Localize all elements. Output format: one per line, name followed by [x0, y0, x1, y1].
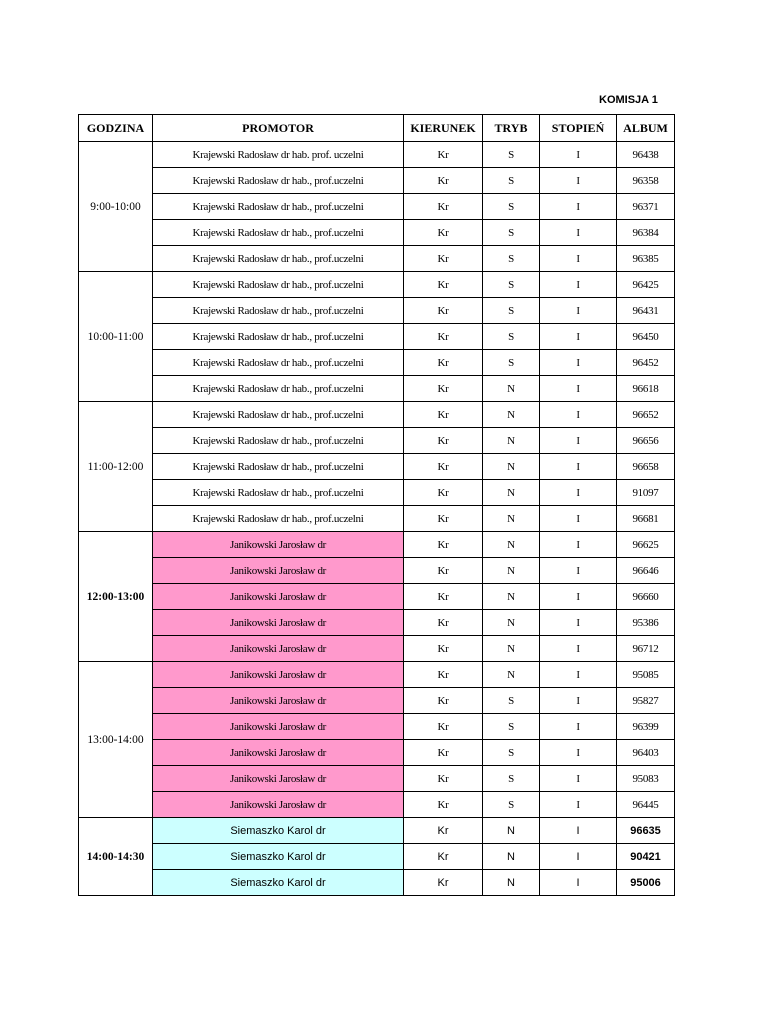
kierunek-cell: Kr [404, 376, 483, 402]
kierunek-cell: Kr [404, 194, 483, 220]
table-row [79, 272, 675, 298]
album-cell: 95085 [617, 662, 675, 688]
stopien-cell: I [540, 818, 617, 844]
promotor-cell: Siemaszko Karol dr [153, 870, 404, 896]
tryb-cell: S [483, 168, 540, 194]
tryb-cell: S [483, 766, 540, 792]
promotor-cell: Krajewski Radosław dr hab., prof.uczelni [153, 506, 404, 532]
album-cell: 96452 [617, 350, 675, 376]
committee-title: KOMISJA 1 [599, 94, 658, 106]
album-cell: 96660 [617, 584, 675, 610]
kierunek-cell: Kr [404, 766, 483, 792]
time-slot-cell: 14:00-14:30 [79, 818, 153, 896]
kierunek-cell: Kr [404, 844, 483, 870]
stopien-cell: I [540, 402, 617, 428]
promotor-cell: Krajewski Radosław dr hab., prof.uczelni [153, 402, 404, 428]
tryb-cell: N [483, 532, 540, 558]
table-row [79, 220, 675, 246]
tryb-cell: N [483, 636, 540, 662]
table-row [79, 454, 675, 480]
promotor-cell: Janikowski Jarosław dr [153, 532, 404, 558]
stopien-cell: I [540, 610, 617, 636]
stopien-cell: I [540, 298, 617, 324]
tryb-cell: S [483, 350, 540, 376]
album-cell: 95386 [617, 610, 675, 636]
stopien-cell: I [540, 844, 617, 870]
promotor-cell: Krajewski Radosław dr hab. prof. uczelni [153, 142, 404, 168]
album-cell: 96652 [617, 402, 675, 428]
tryb-cell: N [483, 402, 540, 428]
kierunek-cell: Kr [404, 272, 483, 298]
album-cell: 95827 [617, 688, 675, 714]
album-cell: 96635 [617, 818, 675, 844]
album-cell: 96625 [617, 532, 675, 558]
stopien-cell: I [540, 740, 617, 766]
stopien-cell: I [540, 428, 617, 454]
promotor-cell: Janikowski Jarosław dr [153, 610, 404, 636]
stopien-cell: I [540, 324, 617, 350]
kierunek-cell: Kr [404, 350, 483, 376]
table-header-row [79, 115, 675, 142]
promotor-cell: Janikowski Jarosław dr [153, 766, 404, 792]
table-row [79, 480, 675, 506]
tryb-cell: N [483, 584, 540, 610]
tryb-cell: S [483, 142, 540, 168]
stopien-cell: I [540, 246, 617, 272]
tryb-cell: S [483, 298, 540, 324]
table-row [79, 376, 675, 402]
table-row [79, 870, 675, 896]
table-row [79, 246, 675, 272]
promotor-cell: Krajewski Radosław dr hab., prof.uczelni [153, 168, 404, 194]
tryb-cell: S [483, 194, 540, 220]
kierunek-cell: Kr [404, 870, 483, 896]
schedule-table [78, 114, 675, 896]
kierunek-cell: Kr [404, 428, 483, 454]
kierunek-cell: Kr [404, 168, 483, 194]
promotor-cell: Siemaszko Karol dr [153, 818, 404, 844]
stopien-cell: I [540, 194, 617, 220]
table-row [79, 688, 675, 714]
tryb-cell: S [483, 324, 540, 350]
promotor-cell: Janikowski Jarosław dr [153, 558, 404, 584]
kierunek-cell: Kr [404, 220, 483, 246]
promotor-cell: Krajewski Radosław dr hab., prof.uczelni [153, 324, 404, 350]
kierunek-cell: Kr [404, 818, 483, 844]
table-body [79, 142, 675, 896]
album-cell: 96445 [617, 792, 675, 818]
album-cell: 96450 [617, 324, 675, 350]
stopien-cell: I [540, 454, 617, 480]
album-cell: 96438 [617, 142, 675, 168]
time-slot-cell: 9:00-10:00 [79, 142, 153, 272]
album-cell: 96403 [617, 740, 675, 766]
table-row [79, 584, 675, 610]
promotor-cell: Janikowski Jarosław dr [153, 740, 404, 766]
table-row [79, 298, 675, 324]
table-row [79, 506, 675, 532]
stopien-cell: I [540, 220, 617, 246]
table-row [79, 766, 675, 792]
kierunek-cell: Kr [404, 610, 483, 636]
kierunek-cell: Kr [404, 714, 483, 740]
time-slot-cell: 11:00-12:00 [79, 402, 153, 532]
table-row [79, 402, 675, 428]
table-row [79, 610, 675, 636]
promotor-cell: Krajewski Radosław dr hab., prof.uczelni [153, 298, 404, 324]
promotor-cell: Krajewski Radosław dr hab., prof.uczelni [153, 428, 404, 454]
tryb-cell: S [483, 714, 540, 740]
album-cell: 96431 [617, 298, 675, 324]
tryb-cell: S [483, 272, 540, 298]
kierunek-cell: Kr [404, 402, 483, 428]
album-cell: 96371 [617, 194, 675, 220]
tryb-cell: N [483, 844, 540, 870]
promotor-cell: Krajewski Radosław dr hab., prof.uczelni [153, 246, 404, 272]
header-album: ALBUM [617, 115, 675, 142]
table-row [79, 142, 675, 168]
stopien-cell: I [540, 714, 617, 740]
album-cell: 96384 [617, 220, 675, 246]
album-cell: 96712 [617, 636, 675, 662]
album-cell: 95083 [617, 766, 675, 792]
table-row [79, 168, 675, 194]
table-row [79, 844, 675, 870]
tryb-cell: N [483, 610, 540, 636]
time-slot-cell: 13:00-14:00 [79, 662, 153, 818]
promotor-cell: Krajewski Radosław dr hab., prof.uczelni [153, 220, 404, 246]
table-row [79, 428, 675, 454]
promotor-cell: Krajewski Radosław dr hab., prof.uczelni [153, 480, 404, 506]
table-row [79, 636, 675, 662]
stopien-cell: I [540, 142, 617, 168]
album-cell: 96656 [617, 428, 675, 454]
album-cell: 96385 [617, 246, 675, 272]
tryb-cell: N [483, 376, 540, 402]
time-slot-cell: 10:00-11:00 [79, 272, 153, 402]
kierunek-cell: Kr [404, 636, 483, 662]
tryb-cell: N [483, 870, 540, 896]
promotor-cell: Krajewski Radosław dr hab., prof.uczelni [153, 454, 404, 480]
kierunek-cell: Kr [404, 454, 483, 480]
kierunek-cell: Kr [404, 662, 483, 688]
album-cell: 90421 [617, 844, 675, 870]
stopien-cell: I [540, 636, 617, 662]
tryb-cell: S [483, 740, 540, 766]
table-row [79, 532, 675, 558]
kierunek-cell: Kr [404, 506, 483, 532]
tryb-cell: N [483, 818, 540, 844]
tryb-cell: S [483, 792, 540, 818]
table-row [79, 194, 675, 220]
table-row [79, 818, 675, 844]
kierunek-cell: Kr [404, 324, 483, 350]
kierunek-cell: Kr [404, 246, 483, 272]
time-slot-cell: 12:00-13:00 [79, 532, 153, 662]
stopien-cell: I [540, 766, 617, 792]
kierunek-cell: Kr [404, 532, 483, 558]
kierunek-cell: Kr [404, 740, 483, 766]
table-row [79, 662, 675, 688]
tryb-cell: N [483, 662, 540, 688]
promotor-cell: Janikowski Jarosław dr [153, 688, 404, 714]
table-row [79, 350, 675, 376]
kierunek-cell: Kr [404, 142, 483, 168]
header-tryb: TRYB [483, 115, 540, 142]
tryb-cell: N [483, 428, 540, 454]
tryb-cell: N [483, 454, 540, 480]
album-cell: 96681 [617, 506, 675, 532]
table-row [79, 324, 675, 350]
album-cell: 95006 [617, 870, 675, 896]
album-cell: 96399 [617, 714, 675, 740]
promotor-cell: Janikowski Jarosław dr [153, 714, 404, 740]
header-godzina: GODZINA [79, 115, 153, 142]
stopien-cell: I [540, 350, 617, 376]
stopien-cell: I [540, 480, 617, 506]
stopien-cell: I [540, 558, 617, 584]
stopien-cell: I [540, 662, 617, 688]
tryb-cell: N [483, 506, 540, 532]
tryb-cell: S [483, 220, 540, 246]
stopien-cell: I [540, 272, 617, 298]
album-cell: 96618 [617, 376, 675, 402]
tryb-cell: S [483, 688, 540, 714]
kierunek-cell: Kr [404, 558, 483, 584]
kierunek-cell: Kr [404, 792, 483, 818]
album-cell: 96425 [617, 272, 675, 298]
tryb-cell: S [483, 246, 540, 272]
tryb-cell: N [483, 480, 540, 506]
header-promotor: PROMOTOR [153, 115, 404, 142]
kierunek-cell: Kr [404, 688, 483, 714]
table-row [79, 714, 675, 740]
header-stopien: STOPIEŃ [540, 115, 617, 142]
promotor-cell: Krajewski Radosław dr hab., prof.uczelni [153, 194, 404, 220]
stopien-cell: I [540, 168, 617, 194]
header-kierunek: KIERUNEK [404, 115, 483, 142]
promotor-cell: Janikowski Jarosław dr [153, 792, 404, 818]
table-row [79, 558, 675, 584]
promotor-cell: Krajewski Radosław dr hab., prof.uczelni [153, 350, 404, 376]
promotor-cell: Siemaszko Karol dr [153, 844, 404, 870]
stopien-cell: I [540, 792, 617, 818]
promotor-cell: Krajewski Radosław dr hab., prof.uczelni [153, 376, 404, 402]
promotor-cell: Krajewski Radosław dr hab., prof.uczelni [153, 272, 404, 298]
stopien-cell: I [540, 376, 617, 402]
promotor-cell: Janikowski Jarosław dr [153, 584, 404, 610]
promotor-cell: Janikowski Jarosław dr [153, 662, 404, 688]
stopien-cell: I [540, 584, 617, 610]
table-row [79, 740, 675, 766]
kierunek-cell: Kr [404, 480, 483, 506]
album-cell: 96358 [617, 168, 675, 194]
album-cell: 91097 [617, 480, 675, 506]
stopien-cell: I [540, 532, 617, 558]
tryb-cell: N [483, 558, 540, 584]
stopien-cell: I [540, 870, 617, 896]
kierunek-cell: Kr [404, 584, 483, 610]
promotor-cell: Janikowski Jarosław dr [153, 636, 404, 662]
kierunek-cell: Kr [404, 298, 483, 324]
album-cell: 96646 [617, 558, 675, 584]
stopien-cell: I [540, 688, 617, 714]
album-cell: 96658 [617, 454, 675, 480]
stopien-cell: I [540, 506, 617, 532]
table-row [79, 792, 675, 818]
